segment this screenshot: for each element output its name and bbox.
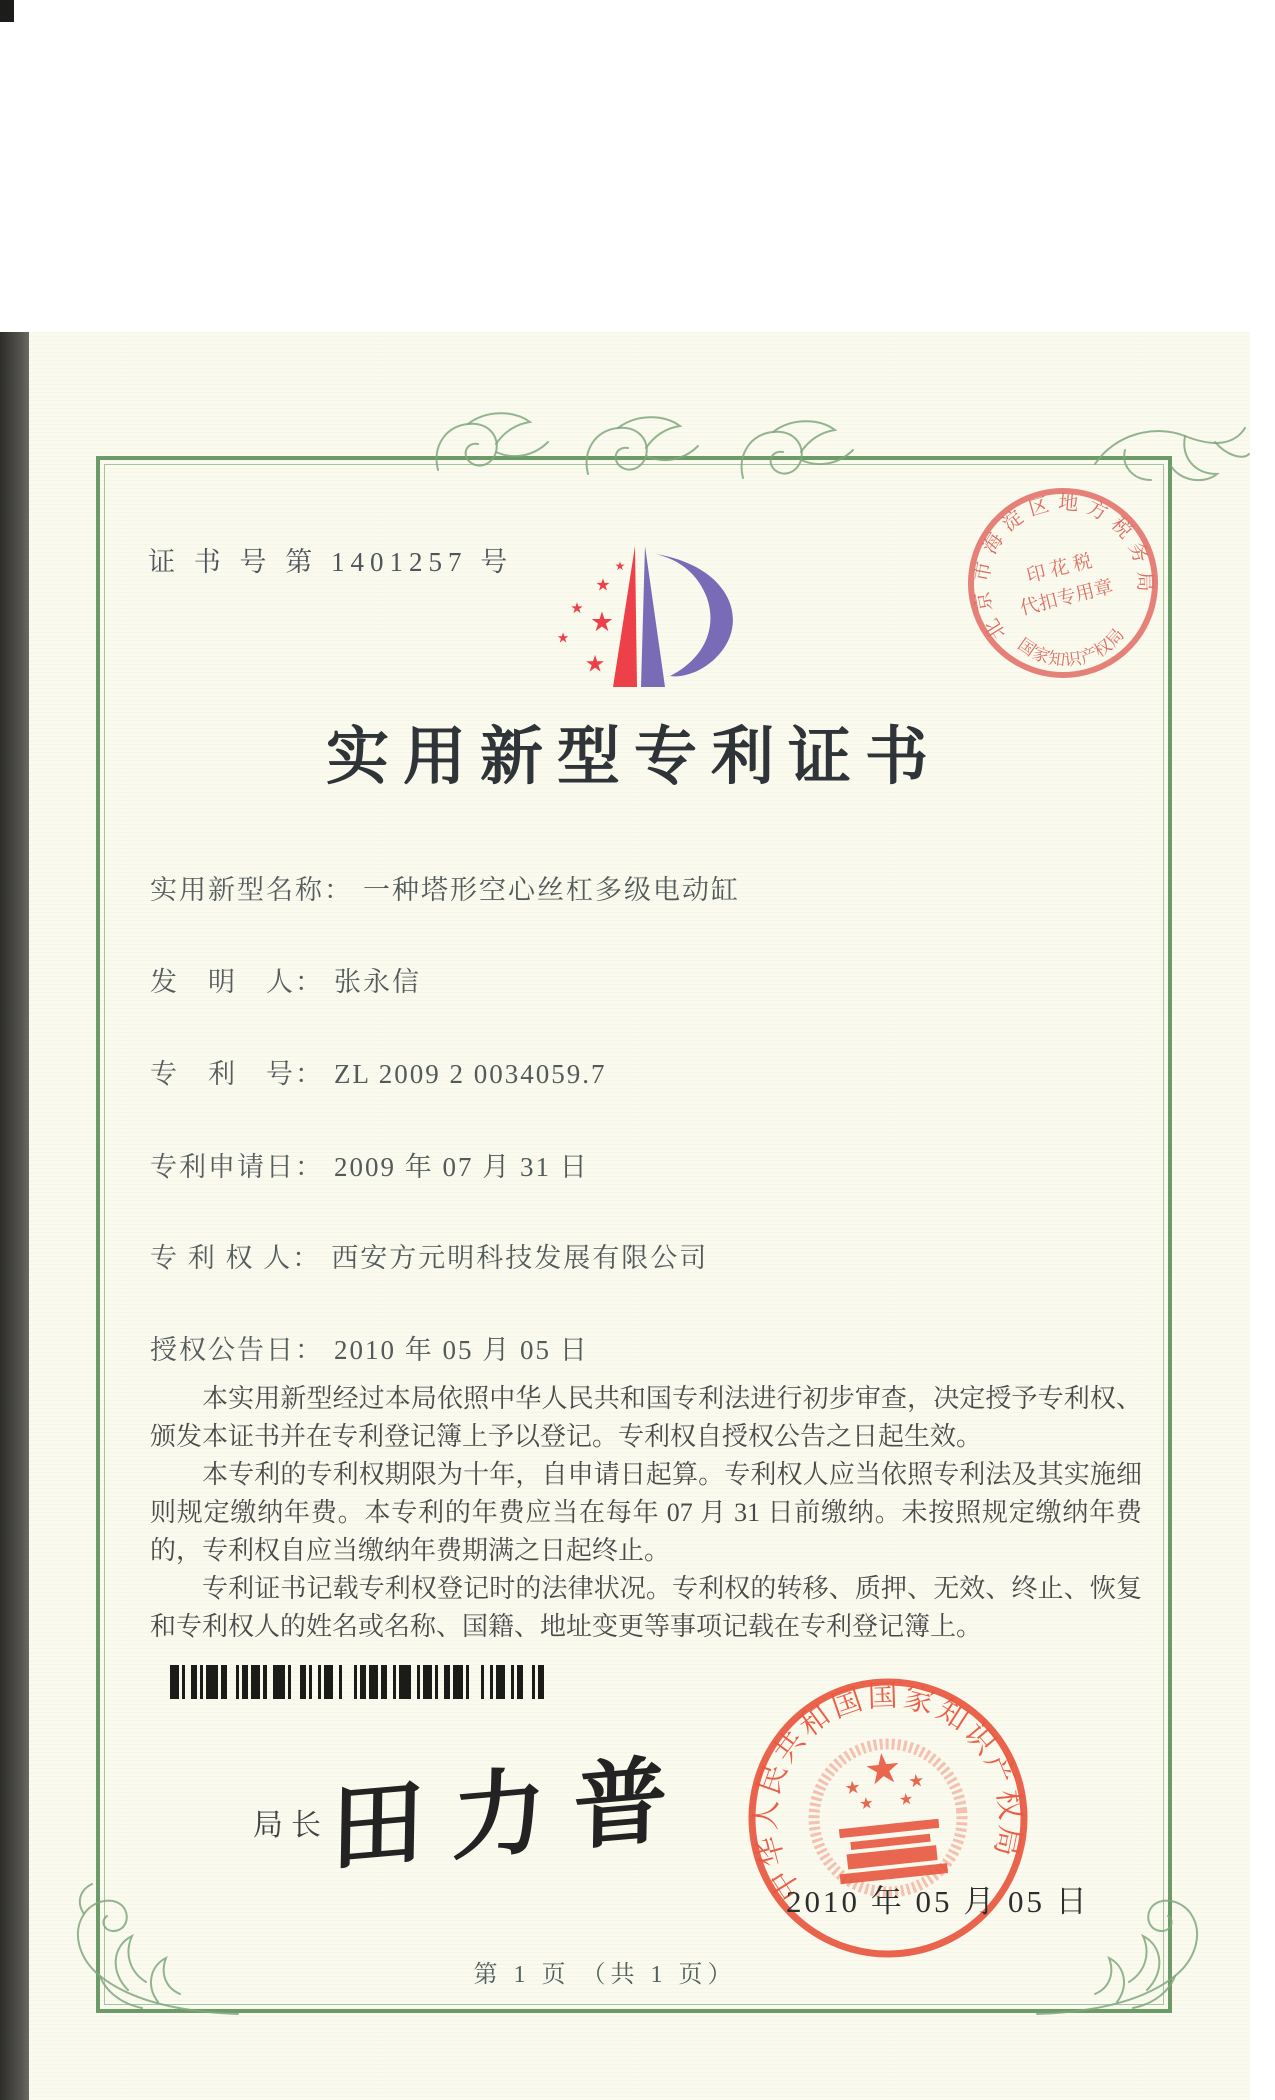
commissioner-signature: 田力普 xyxy=(329,1746,697,1884)
svg-text:★: ★ xyxy=(858,1794,875,1814)
bottom-left-flourish-ornament xyxy=(58,1882,243,2022)
field-value: 2009 年 07 月 31 日 xyxy=(334,1152,589,1182)
barcode-bar xyxy=(324,1665,333,1699)
svg-text:★: ★ xyxy=(584,651,606,677)
body-paragraph-2: 本专利的专利权期限为十年，自申请日起算。专利权人应当依照专利法及其实施细则规定缴纳年费。本专利的年费应当在每年 07 月 31 日前缴纳。未按照规定缴纳年费的，专利权自应当缴纳年费期满之日起终止。 xyxy=(150,1460,1142,1565)
page-footer: 第 1 页 （共 1 页） xyxy=(473,1962,737,1988)
barcode-bar xyxy=(170,1665,179,1699)
barcode-gap xyxy=(342,1665,354,1699)
field-label: 专 利 号： xyxy=(150,1059,324,1089)
field-label: 专利申请日： xyxy=(150,1152,324,1182)
body-paragraph-3: 专利证书记载专利权登记时的法律状况。专利权的转移、质押、无效、终止、恢复和专利权人的姓名或名称、国籍、地址变更等事项记载在专利登记簿上。 xyxy=(150,1574,1142,1641)
legal-body-text xyxy=(150,1380,1142,1646)
svg-text:★: ★ xyxy=(898,1790,915,1810)
field-patent-number xyxy=(150,1052,606,1091)
svg-text:★: ★ xyxy=(589,607,615,637)
field-filing-date xyxy=(150,1145,589,1184)
field-patentee xyxy=(150,1236,708,1275)
field-label: 发 明 人： xyxy=(150,967,324,997)
stamp-ring-bottom-text: 国家知识产权局 xyxy=(1014,623,1130,671)
field-utility-model-name xyxy=(150,868,740,907)
field-value: ZL 2009 2 0034059.7 xyxy=(334,1059,607,1089)
stamp-center-line1: 印 花 税 xyxy=(1024,550,1095,588)
field-label: 专 利 权 人： xyxy=(150,1243,322,1273)
svg-text:★: ★ xyxy=(556,631,570,647)
certificate-number: 证 书 号 第 1401257 号 xyxy=(148,547,514,577)
stamp-center-line2: 代扣专用章 xyxy=(1018,576,1116,620)
official-seal xyxy=(728,1658,1049,1979)
certificate-title: 实用新型专利证书 xyxy=(326,722,942,792)
field-value: 2010 年 05 月 05 日 xyxy=(334,1335,589,1365)
barcode-bar xyxy=(206,1665,218,1699)
svg-text:★: ★ xyxy=(570,601,584,617)
field-label: 授权公告日： xyxy=(150,1335,324,1365)
barcode-bar xyxy=(496,1665,505,1699)
barcode-gap xyxy=(544,1665,547,1699)
field-value: 张永信 xyxy=(334,967,421,997)
barcode-gap xyxy=(523,1665,532,1699)
svg-text:★: ★ xyxy=(614,559,626,573)
top-flourish-ornament xyxy=(430,408,870,500)
barcode-bar xyxy=(273,1665,285,1699)
svg-text:★: ★ xyxy=(907,1770,926,1792)
barcode-bar xyxy=(453,1665,462,1699)
barcode-gap xyxy=(469,1665,481,1699)
barcode xyxy=(170,1665,547,1699)
scan-artifact-mark xyxy=(0,0,14,22)
patent-office-logo-icon xyxy=(542,532,772,710)
field-value: 西安方元明科技发展有限公司 xyxy=(331,1243,709,1273)
field-grant-publication-date xyxy=(150,1328,589,1367)
svg-text:★: ★ xyxy=(595,575,611,595)
body-paragraph-1: 本实用新型经过本局依照中华人民共和国专利法进行初步审查，决定授予专利权、颁发本证书并在专利登记簿上予以登记。专利权自授权公告之日起生效。 xyxy=(150,1384,1142,1451)
field-label: 实用新型名称： xyxy=(150,875,353,905)
svg-text:★: ★ xyxy=(861,1745,905,1796)
barcode-bar xyxy=(251,1665,260,1699)
barcode-gap xyxy=(291,1665,300,1699)
field-value: 一种塔形空心丝杠多级电动缸 xyxy=(363,875,740,905)
seal-ring-text: 中华人民共和国国家知识产权局 xyxy=(749,1679,1027,1906)
commissioner-label: 局长 xyxy=(253,1809,329,1842)
grant-date-text: 2010 年 05 月 05 日 xyxy=(786,1884,1090,1919)
svg-text:★: ★ xyxy=(843,1776,862,1799)
scanner-edge-shadow xyxy=(0,332,29,2100)
barcode-gap xyxy=(227,1665,236,1699)
barcode-bar xyxy=(399,1665,411,1699)
barcode-bar xyxy=(423,1665,432,1699)
field-inventor xyxy=(150,960,421,999)
stamp-ring-top-text: 北京市海淀区地方税务局 xyxy=(970,491,1156,644)
barcode-bar xyxy=(369,1665,378,1699)
